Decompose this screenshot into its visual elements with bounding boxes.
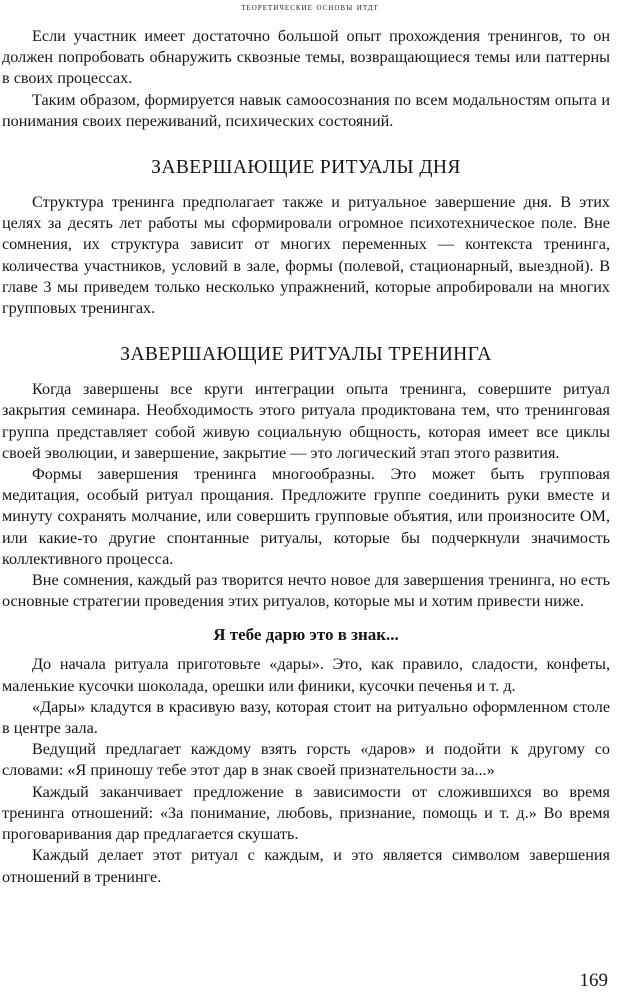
intro-paragraph-2: Таким образом, формируется навык самоосознания по всем модальностям опыта и понимания своих переживаний, психических состояний. (2, 90, 610, 130)
running-header: теоретические основы итдт (241, 2, 379, 13)
subsection-paragraph-5: Каждый делает этот ритуал с каждым, и это является символом завершения отношений в тренинге. (2, 846, 610, 886)
section-heading-training-rituals: ЗАВЕРШАЮЩИЕ РИТУАЛЫ ТРЕНИНГА (120, 344, 492, 366)
subsection-paragraph-2: «Дары» кладутся в красивую вазу, которая стоит на ритуально оформленном столе в центре зала. (2, 697, 610, 738)
subsection-paragraph-3: Ведущий предлагает каждому взять горсть «даров» и подойти к другому со словами: «Я приношу тебе этот дар в знак своей признательности за...» (2, 740, 610, 780)
intro-paragraph-1: Если участник имеет достаточно большой опыт прохождения тренингов, то он должен попробовать обнаружить сквозные темы, возвращающиеся темы или паттерны в своих процессах. (2, 27, 610, 88)
page-content (2, 26, 610, 888)
section2-paragraph-2: Формы завершения тренинга многообразны. Это может быть групповая медитация, особый ритуал прощания. Предложите группе соединить руки вместе и минуту сохранять молчание, или совершить групповые объятия, или произносите ОМ, или какие-то другие спонтанные ритуалы, которые бы подчеркнули значимость коллективного процесса. (2, 465, 610, 568)
section-heading-day-rituals: ЗАВЕРШАЮЩИЕ РИТУАЛЫ ДНЯ (151, 157, 461, 179)
section2-paragraph-3: Вне сомнения, каждый раз творится нечто новое для завершения тренинга, но есть основные стратегии проведения этих ритуалов, которые мы и хотим привести ниже. (2, 571, 610, 611)
section1-paragraph-1: Структура тренинга предполагает также и ритуальное завершение дня. В этих целях за десять лет работы мы сформировали огромное психотехническое поле. Вне сомнения, их структура зависит от многих переменных — контекста тренинга, количества участников, условий в зале, формы (полевой, стационарный, выездной). В главе 3 мы приведем только несколько упражнений, которые апробировали на многих групповых тренингах. (2, 193, 610, 318)
section2-paragraph-1: Когда завершены все круги интеграции опыта тренинга, совершите ритуал закрытия семинара. Необходимость этого ритуала продиктована тем, что тренинговая группа представляет собой живую социальную общность, которая имеет все циклы своей эволюции, и завершение, закрытие — это логический этап этого развития. (2, 380, 610, 462)
subsection-paragraph-1: До начала ритуала приготовьте «дары». Это, как правило, сладости, конфеты, маленькие кусочки шоколада, орешки или финики, кусочки печенья и т. д. (2, 655, 610, 695)
subsection-paragraph-4: Каждый заканчивает предложение в зависимости от сложившихся во время тренинга отношений: «За понимание, любовь, признание, помощь и т. д.» Во время проговаривания дар предлагается скушать. (2, 782, 610, 844)
subsection-heading-gift: Я тебе дарю это в знак... (213, 625, 399, 645)
page-number: 169 (579, 970, 608, 991)
